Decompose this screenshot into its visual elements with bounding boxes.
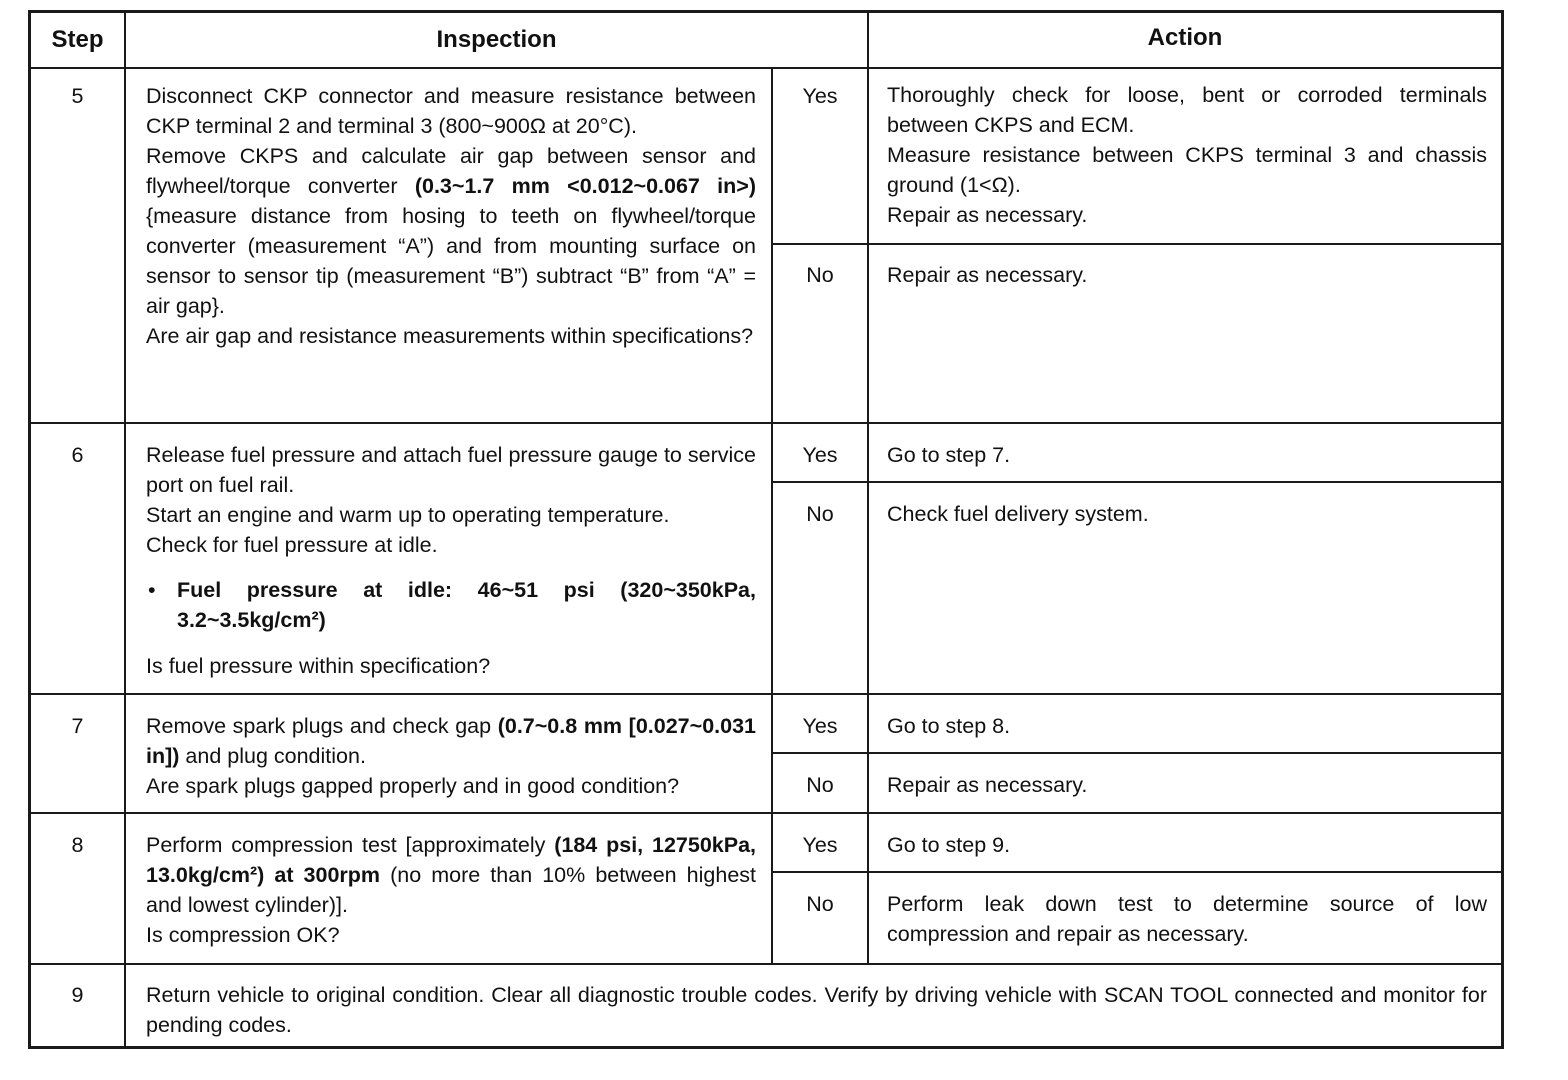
inspection-7-p1-text: Remove spark plugs and check gap — [146, 714, 498, 738]
yes-no-divider-7 — [772, 752, 1501, 754]
plug-gap-spec: (0.7~0.8 mm [0.027~0.031 in]) — [146, 714, 756, 768]
step-number-9: 9 — [71, 983, 84, 1007]
step-number-6: 6 — [71, 443, 84, 467]
inspection-8-p2: Is compression OK? — [146, 923, 340, 947]
header-inspection: Inspection — [436, 26, 557, 53]
yes-label-8: Yes — [802, 833, 838, 857]
action-yes-5-p2: Measure resistance between CKPS terminal 3 and chassis ground (1<Ω). — [887, 143, 1487, 197]
inspection-6-p4: Is fuel pressure within specification? — [146, 654, 491, 678]
inspection-8 — [146, 830, 756, 950]
action-no-8: Perform leak down test to determine source of low compression and repair as necessary. — [887, 892, 1487, 946]
step-number-7: 7 — [71, 714, 84, 738]
inspection-9: Return vehicle to original condition. Clear all diagnostic trouble codes. Verify by driving vehicle with SCAN TOOL connected and monitor for pending codes. — [146, 983, 1487, 1037]
yes-label-5: Yes — [802, 84, 838, 108]
diagnostic-table — [28, 10, 1504, 1049]
inspection-8-p1-tail: (no more than 10% between highest and lowest cylinder)]. — [146, 863, 756, 917]
inspection-5-airgap-spec: (0.3~1.7 mm <0.012~0.067 in>) — [414, 174, 757, 198]
inspection-5-p2-note: {measure distance from hosing to teeth on flywheel/torque converter (measurement “A”) and from mounting surface on sensor to sensor tip (measurement “B”) subtract “B” from “A” = air gap}. — [146, 204, 756, 318]
action-yes-7: Go to step 8. — [887, 714, 1011, 738]
row-divider-6-7 — [31, 693, 1501, 695]
no-label-6: No — [806, 502, 834, 526]
step-column-divider — [124, 13, 126, 1046]
yes-label-6: Yes — [802, 443, 838, 467]
no-label-7: No — [806, 773, 834, 797]
inspection-7-p2: Are spark plugs gapped properly and in good condition? — [146, 774, 680, 798]
no-label-8: No — [806, 892, 834, 916]
bullet-dot-icon: • — [148, 578, 156, 602]
inspection-5-p2-text: Remove CKPS and calculate air gap between sensor and flywheel/torque converter — [146, 144, 756, 198]
action-no-7: Repair as necessary. — [887, 773, 1088, 797]
inspection-8-p1-text: Perform compression test [approximately — [146, 833, 555, 857]
inspection-5-p2 — [146, 141, 756, 321]
inspection-6-p2: Start an engine and warm up to operating temperature. — [146, 503, 670, 527]
inspection-6 — [146, 440, 756, 681]
inspection-7-p1 — [146, 711, 756, 771]
header-step: Step — [51, 26, 104, 53]
step-number-5: 5 — [71, 84, 84, 108]
inspection-5 — [146, 81, 756, 351]
row-divider-7-8 — [31, 812, 1501, 814]
yes-label-7: Yes — [802, 714, 838, 738]
header-divider — [31, 67, 1501, 69]
inspection-5-p1: Disconnect CKP connector and measure resistance between CKP terminal 2 and terminal 3 (800~900Ω at 20°C). — [146, 84, 756, 138]
inspection-7 — [146, 711, 756, 801]
inspection-6-p1: Release fuel pressure and attach fuel pressure gauge to service port on fuel rail. — [146, 443, 756, 497]
action-yes-8: Go to step 9. — [887, 833, 1011, 857]
action-yes-6: Go to step 7. — [887, 443, 1011, 467]
fuel-pressure-spec: Fuel pressure at idle: 46~51 psi (320~350kPa, 3.2~3.5kg/cm²) — [177, 578, 756, 632]
action-yes-5-p3: Repair as necessary. — [887, 203, 1088, 227]
action-yes-5 — [887, 80, 1487, 230]
inspection-5-p3: Are air gap and resistance measurements within specifications? — [146, 324, 754, 348]
inspection-6-bullet-item — [146, 575, 756, 635]
yes-no-divider-8 — [772, 871, 1501, 873]
header-action: Action — [1147, 24, 1223, 51]
yes-no-divider-6 — [772, 481, 1501, 483]
row-divider-5-6 — [31, 422, 1501, 424]
row-divider-8-9 — [31, 963, 1501, 965]
yes-no-divider-5 — [772, 243, 1501, 245]
inspection-7-p1-tail: and plug condition. — [179, 744, 366, 768]
action-no-6: Check fuel delivery system. — [887, 502, 1149, 526]
no-label-5: No — [806, 263, 834, 287]
inspection-8-p1 — [146, 830, 756, 920]
compression-spec: (184 psi, 12750kPa, 13.0kg/cm²) at 300rpm — [146, 833, 757, 887]
action-column-divider — [867, 13, 869, 965]
action-no-5: Repair as necessary. — [887, 263, 1088, 287]
inspection-6-p3: Check for fuel pressure at idle. — [146, 533, 438, 557]
step-number-8: 8 — [71, 833, 84, 857]
action-yes-5-p1: Thoroughly check for loose, bent or corroded terminals between CKPS and ECM. — [887, 83, 1487, 137]
